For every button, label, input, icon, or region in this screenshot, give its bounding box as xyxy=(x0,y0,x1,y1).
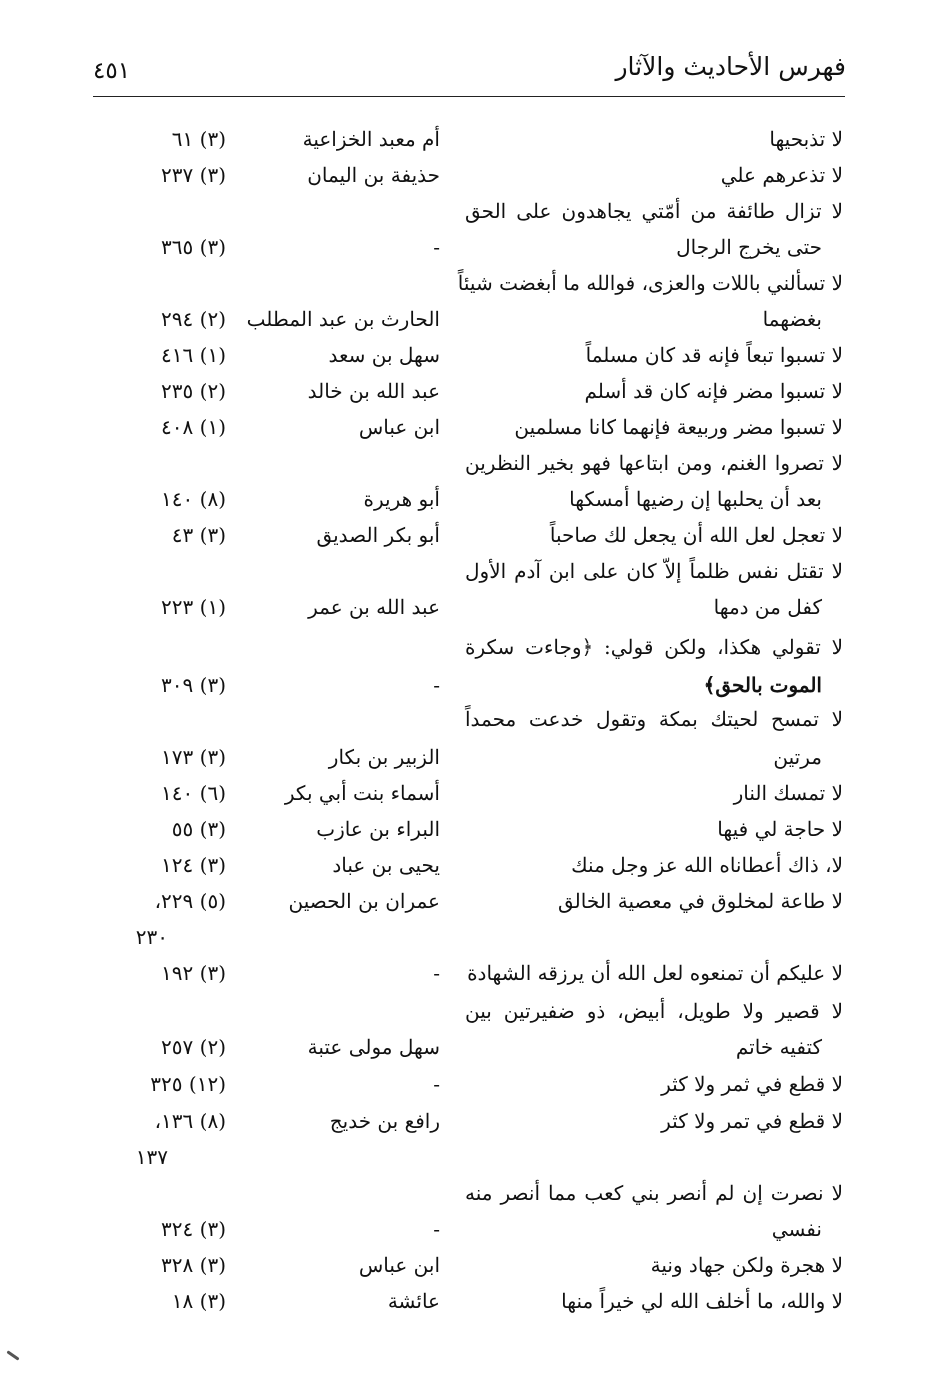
hadith-text: لا تقتل نفس ظلماً إلاّ كان على ابن آدم الأول xyxy=(465,559,843,583)
reference: (١٢) ٣٢٥ xyxy=(150,1072,226,1096)
reference-continuation: ١٣٧ xyxy=(135,1145,168,1169)
narrator: أسماء بنت أبي بكر xyxy=(284,781,440,805)
hadith-text-continuation: كتفيه خاتم xyxy=(735,1035,822,1059)
hadith-text: لا تسألني باللات والعزى، فوالله ما أبغضت شيئاً xyxy=(457,271,843,295)
reference-continuation: ٢٣٠ xyxy=(135,925,168,949)
reference: (٣) ٣٠٩ xyxy=(161,673,226,697)
header-rule xyxy=(93,96,845,97)
reference: (٢) ٢٩٤ xyxy=(161,307,226,331)
reference: (١) ٤٠٨ xyxy=(161,415,226,439)
reference: (٥) ٢٢٩، xyxy=(154,889,226,913)
hadith-text-continuation: كفل من دمها xyxy=(713,595,822,619)
narrator: ابن عباس xyxy=(358,415,440,439)
narrator: رافع بن خديج xyxy=(329,1109,440,1133)
page-header xyxy=(0,0,938,100)
narrator: البراء بن عازب xyxy=(316,817,440,841)
page-title: فهرس الأحاديث والآثار xyxy=(615,52,846,81)
narrator: عائشة xyxy=(387,1289,440,1313)
hadith-text: لا تمسك النار xyxy=(733,781,843,805)
scan-speck xyxy=(6,1350,19,1360)
hadith-text: لا تذعرهم علي xyxy=(720,163,843,187)
reference: (٨) ١٣٦، xyxy=(154,1109,226,1133)
hadith-text-continuation: مرتين xyxy=(773,745,822,769)
narrator: سهل مولى عتبة xyxy=(307,1035,440,1059)
narrator: الحارث بن عبد المطلب xyxy=(246,307,440,331)
hadith-text: لا هجرة ولكن جهاد ونية xyxy=(650,1253,843,1277)
narrator: - xyxy=(433,961,440,985)
hadith-text: لا نصرت إن لم أنصر بني كعب مما أنصر منه xyxy=(465,1181,843,1205)
narrator: عبد الله بن خالد xyxy=(307,379,440,403)
narrator: أبو هريرة xyxy=(363,487,440,511)
hadith-text: لا تصروا الغنم، ومن ابتاعها فهو بخير النظرين xyxy=(465,451,843,475)
reference: (٢) ٢٣٥ xyxy=(161,379,226,403)
reference: (٣) ١٧٣ xyxy=(161,745,226,769)
reference: (١) ٢٢٣ xyxy=(161,595,226,619)
reference: (٣) ٥٥ xyxy=(171,817,226,841)
hadith-text: لا قطع في تمر ولا كثر xyxy=(661,1109,843,1133)
reference: (٣) ١٢٤ xyxy=(161,853,226,877)
hadith-text-continuation: الموت بالحق﴾ xyxy=(703,673,822,697)
narrator: يحيى بن عباد xyxy=(332,853,440,877)
hadith-text: لا، ذاك أعطاناه الله عز وجل منك xyxy=(571,853,843,877)
hadith-text: لا عليكم أن تمنعوه لعل الله أن يرزقه الشهادة xyxy=(467,961,843,985)
hadith-text: لا تسبوا تبعاً فإنه قد كان مسلماً xyxy=(585,343,843,367)
reference: (٣) ٣٦٥ xyxy=(161,235,226,259)
reference: (٢) ٢٥٧ xyxy=(161,1035,226,1059)
hadith-text: لا حاجة لي فيها xyxy=(717,817,843,841)
narrator: أبو بكر الصديق xyxy=(316,523,440,547)
reference: (٣) ٣٢٨ xyxy=(161,1253,226,1277)
reference: (٣) ٤٣ xyxy=(171,523,226,547)
reference: (٨) ١٤٠ xyxy=(161,487,226,511)
hadith-text: لا تزال طائفة من أمّتي يجاهدون على الحق xyxy=(465,199,843,223)
hadith-text: لا قصير ولا طويل، أبيض، ذو ضفيرتين بين xyxy=(465,999,843,1023)
hadith-text-continuation: بعد أن يحلبها إن رضيها أمسكها xyxy=(569,487,822,511)
hadith-text: لا تسبوا مضر وربيعة فإنهما كانا مسلمين xyxy=(514,415,843,439)
reference: (١) ٤١٦ xyxy=(161,343,226,367)
narrator: - xyxy=(433,1072,440,1096)
narrator: - xyxy=(433,673,440,697)
narrator: - xyxy=(433,1217,440,1241)
reference: (٣) ٢٣٧ xyxy=(161,163,226,187)
hadith-text: لا تعجل لعل الله أن يجعل لك صاحباً xyxy=(549,523,843,547)
page-number: ٤٥١ xyxy=(93,58,131,84)
reference: (٣) ١٨ xyxy=(171,1289,226,1313)
hadith-text: لا تقولي هكذا، ولكن قولي: ﴿وجاءت سكرة xyxy=(465,635,843,659)
hadith-text-continuation: حتى يخرج الرجال xyxy=(676,235,822,259)
narrator: سهل بن سعد xyxy=(328,343,440,367)
reference: (٣) ١٩٢ xyxy=(161,961,226,985)
narrator: - xyxy=(433,235,440,259)
reference: (٦) ١٤٠ xyxy=(161,781,226,805)
narrator: أم معبد الخزاعية xyxy=(302,127,440,151)
hadith-text: لا قطع في ثمر ولا كثر xyxy=(661,1072,843,1096)
hadith-text: لا والله، ما أخلف الله لي خيراً منها xyxy=(561,1289,843,1313)
narrator: الزبير بن بكار xyxy=(328,745,440,769)
reference: (٣) ٦١ xyxy=(171,127,226,151)
hadith-text-continuation: نفسي xyxy=(771,1217,822,1241)
hadith-text-continuation: بغضهما xyxy=(762,307,822,331)
narrator: عمران بن الحصين xyxy=(288,889,440,913)
narrator: ابن عباس xyxy=(358,1253,440,1277)
hadith-text: لا تسبوا مضر فإنه كان قد أسلم xyxy=(584,379,843,403)
hadith-text: لا تذبحيها xyxy=(769,127,843,151)
reference: (٣) ٣٢٤ xyxy=(161,1217,226,1241)
narrator: حذيفة بن اليمان xyxy=(307,163,440,187)
hadith-text: لا تمسح لحيتك بمكة وتقول خدعت محمداً xyxy=(465,707,843,731)
narrator: عبد الله بن عمر xyxy=(308,595,440,619)
hadith-text: لا طاعة لمخلوق في معصية الخالق xyxy=(557,889,843,913)
